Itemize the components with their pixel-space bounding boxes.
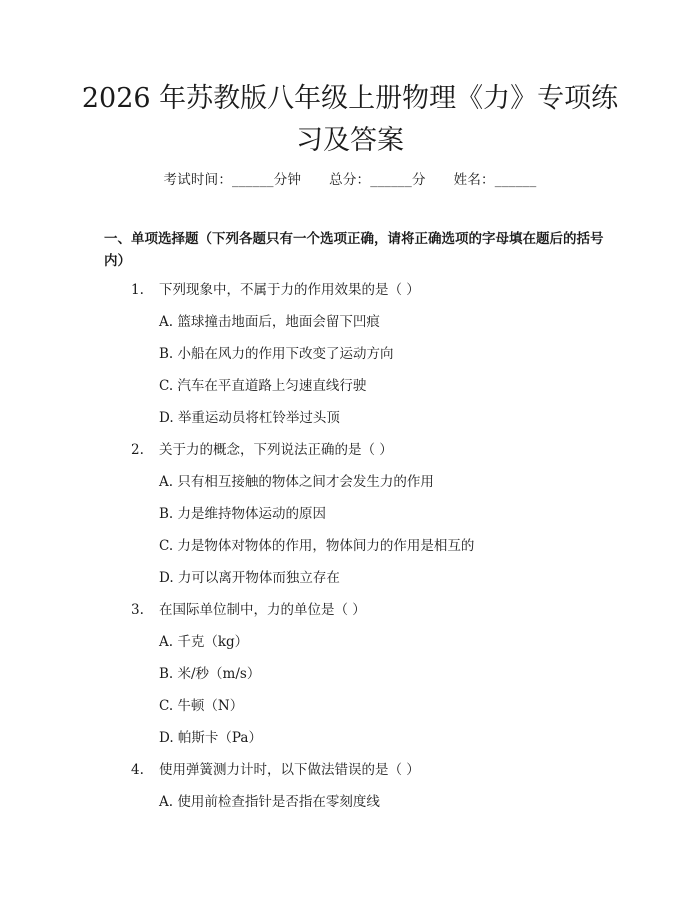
option-d: D. 举重运动员将杠铃举过头顶 xyxy=(159,410,340,426)
option-b: B. 小船在风力的作用下改变了运动方向 xyxy=(159,346,394,362)
question-text: 在国际单位制中，力的单位是（ ） xyxy=(159,602,366,618)
option-a: A. 篮球撞击地面后，地面会留下凹痕 xyxy=(159,314,380,330)
option-a: A. 只有相互接触的物体之间才会发生力的作用 xyxy=(159,474,434,490)
section-heading-single-choice: 一、单项选择题（下列各题只有一个选项正确，请将正确选项的字母填在题后的括号内） xyxy=(104,231,604,269)
page-title xyxy=(60,78,640,162)
option-c: C. 汽车在平直道路上匀速直线行驶 xyxy=(159,378,367,394)
title-line-2: 习及答案 xyxy=(296,125,404,156)
question-text: 使用弹簧测力计时，以下做法错误的是（ ） xyxy=(159,762,420,778)
option-c: C. 牛顿（N） xyxy=(159,698,244,714)
option-d: D. 帕斯卡（Pa） xyxy=(159,730,262,746)
option-b: B. 力是维持物体运动的原因 xyxy=(159,506,327,522)
total-score-field: 总分：______分 xyxy=(329,172,426,188)
question-number: 4. xyxy=(131,762,144,778)
question-number: 1. xyxy=(131,282,144,298)
question-number: 2. xyxy=(131,442,144,458)
option-d: D. 力可以离开物体而独立存在 xyxy=(159,570,340,586)
question-text: 关于力的概念，下列说法正确的是（ ） xyxy=(159,442,393,458)
title-line-1: 2026 年苏教版八年级上册物理《力》专项练 xyxy=(81,83,619,114)
exam-time-field: 考试时间：______分钟 xyxy=(163,172,302,188)
exam-meta xyxy=(0,168,700,188)
option-a: A. 使用前检查指针是否指在零刻度线 xyxy=(159,794,380,810)
option-c: C. 力是物体对物体的作用，物体间力的作用是相互的 xyxy=(159,538,475,554)
option-a: A. 千克（kg） xyxy=(159,634,249,650)
name-field: 姓名：______ xyxy=(453,172,537,188)
question-text: 下列现象中，不属于力的作用效果的是（ ） xyxy=(159,282,420,298)
option-b: B. 米/秒（m/s） xyxy=(159,666,261,682)
question-number: 3. xyxy=(131,602,144,618)
